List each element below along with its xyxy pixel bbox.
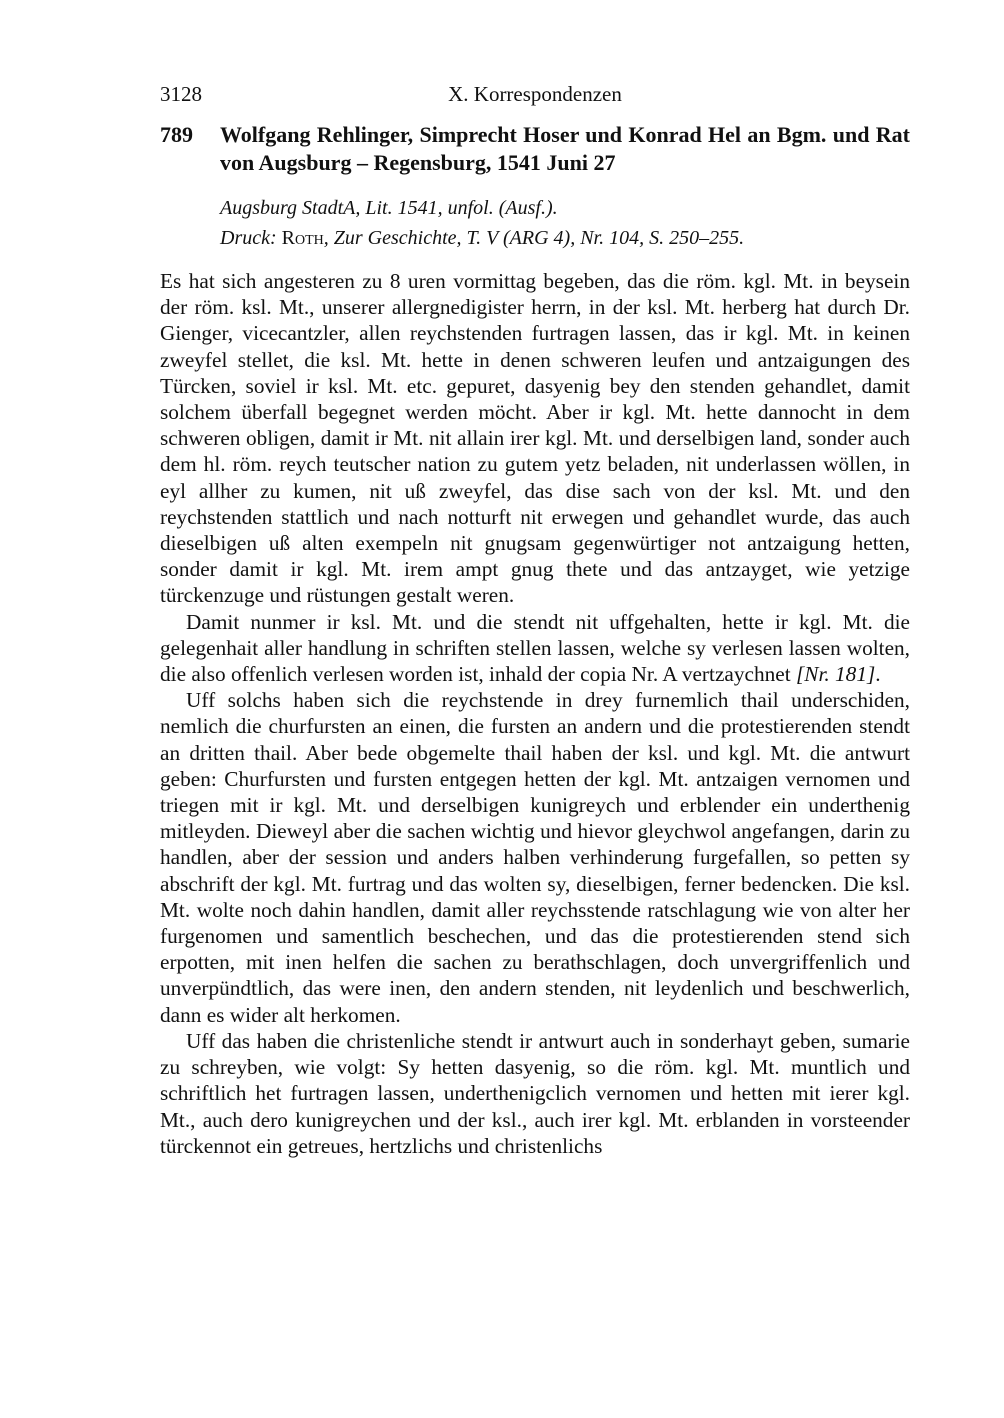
running-title: X. Korrespondenzen [448, 82, 622, 106]
page-number: 3128 [160, 82, 202, 106]
running-head [160, 80, 910, 108]
source-references [220, 193, 910, 253]
print-author: Roth [281, 227, 324, 249]
paragraph-2 [160, 609, 910, 688]
print-source [220, 223, 910, 253]
paragraph-2-text: Damit nunmer ir ksl. Mt. und die stendt nit uffgehalten, hette ir kgl. Mt. die gelegenhait aller handlung in schriften stellen lassen, welche sy verlesen lassen wolten, die also offenlich verlesen worden ist, inhald der copia Nr. A vertzaychnet [160, 609, 910, 687]
archive-source: Augsburg StadtA, Lit. 1541, unfol. (Ausf.). [220, 197, 558, 219]
document-number: 789 [160, 122, 193, 147]
print-label: Druck: [220, 227, 277, 249]
print-details: , Zur Geschichte, T. V (ARG 4), Nr. 104, S. 250–255. [323, 227, 745, 249]
document-title: Wolfgang Rehlinger, Simprecht Hoser und Konrad Hel an Bgm. und Rat von Augsburg – Regensburg, 1541 Juni 27 [220, 122, 910, 175]
paragraph-2-end: . [875, 662, 881, 687]
letter-body [160, 268, 910, 1159]
paragraph-3: Uff solchs haben sich die reychstende in drey furnemlich thail underschiden, nemlich die churfursten an einen, die fursten an andern und die protestierenden stendt an dritten thail. Aber bede obgemelte thail haben der ksl. und kgl. Mt. die antwurt geben: Churfursten und fursten entgegen hetten der kgl. Mt. antzaigen vernomen und triegen mit ir kgl. Mt. und derselbigen kunigreych und erblender ein underthenig mitleyden. Dieweyl aber die sachen wichtig und hievor gleychwol angefangen, darin zu handlen, aber der session und anders halben verhinderung furgefallen, so petten sy abschrift der kgl. Mt. furtrag und das wolten sy, dieselbigen, ferner bedencken. Die ksl. Mt. wolte noch dahin handlen, damit aller reychsstende ratschlagung wie von alter her furgenomen und samentlich beschechen, und das die protestierenden stend sich erpotten, mit inen helfen die sachen zu berathschlagen, doch unvergriffenlich und unverpündtlich, das were inen, den andern stenden, nit leydenlich und beschwerlich, dann es wider alt herkomen. [160, 688, 910, 1027]
document-cross-reference: [Nr. 181] [795, 662, 876, 687]
paragraph-4: Uff das haben die christenliche stendt ir antwurt auch in sonderhayt geben, sumarie zu schreyben, wie volgt: Sy hetten dasyenig, so die röm. kgl. Mt. muntlich und schriftlich het furtragen lassen, underthenigclich vernomen und hetten mit ierer kgl. Mt., auch dero kunigreychen und der ksl., auch irer kgl. Mt. erblanden in vorsteender türckennot ein getreues, hertzlichs und christenlichs [160, 1028, 910, 1158]
paragraph-1: Es hat sich angesteren zu 8 uren vormittag begeben, das die röm. kgl. Mt. in beysein der röm. ksl. Mt., unserer allergnedigister herrn, in der ksl. Mt. herberg hat durch Dr. Gienger, vicecantzler, allen reychstenden furtragen lassen, das ir kgl. Mt. in keinen zweyfel stellet, die ksl. Mt. hette in denen schweren leufen und antzaigungen des Türcken, soviel ir ksl. Mt. etc. gepuret, dasyenig bey den stenden gehandlet, damit solchem überfall begegnet werden möcht. Aber ir kgl. Mt. hette dannocht in dem schweren obligen, damit ir Mt. nit allain irer kgl. Mt. und derselbigen land, sonder auch dem hl. röm. reych teutscher nation zu gutem yetz beladen, nit underlassen wöllen, in eyl allher zu kumen, nit uß zweyfel, das dise sach von der ksl. Mt. und den reychstenden stattlich und nach notturft nit erwegen und gehandlet wurde, das auch dieselbigen uß alten exempeln nit gnugsam gegenwürtiger not antzaigung hetten, sonder damit ir kgl. Mt. irem ampt gnug thete und das antzayget, wie yetzige türckenzuge und rüstungen gestalt weren. [160, 269, 910, 608]
